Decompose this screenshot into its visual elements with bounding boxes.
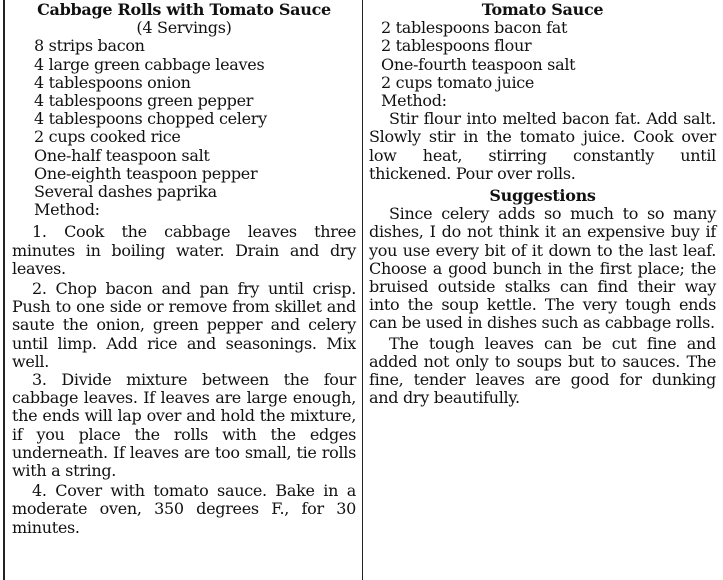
ingredient-item: One-eighth teaspoon pepper: [34, 163, 258, 183]
method-step: 4. Cover with tomato sauce. Bake in a moderate oven, 350 degrees F., for 30 minutes.: [12, 481, 356, 537]
suggestion-paragraph: The tough leaves can be cut fine and added not only to soups but to sauces. The fine, tender leaves are good for dunking and dry beautifully.: [369, 333, 716, 408]
column-divider-rule: [362, 0, 363, 580]
ingredient-item: 2 tablespoons flour: [381, 36, 532, 56]
ingredient-item: 2 cups cooked rice: [34, 127, 181, 147]
sauce-method-label: Method:: [381, 91, 447, 111]
ingredient-item: 2 cups tomato juice: [381, 72, 535, 92]
method-label: Method:: [34, 200, 100, 220]
suggestions-title: Suggestions: [489, 186, 596, 206]
sauce-method-text: Stir flour into melted bacon fat. Add salt. Slowly stir in the tomato juice. Cook over low heat, stirring constantly until thickened. Pour over rolls.: [369, 109, 716, 183]
ingredient-item: 4 large green cabbage leaves: [34, 54, 265, 74]
left-border-rule: [3, 0, 5, 580]
sauce-title: Tomato Sauce: [481, 0, 604, 19]
ingredient-item: 4 tablespoons green pepper: [34, 91, 254, 111]
ingredient-item: 2 tablespoons bacon fat: [381, 18, 568, 38]
sauce-ingredient-list: [369, 19, 716, 92]
ingredient-list: [12, 37, 356, 201]
ingredient-item: 8 strips bacon: [34, 36, 145, 56]
servings-label: (4 Servings): [136, 18, 232, 38]
suggestion-paragraph: Since celery adds so much to so many dishes, I do not think it an expensive buy if you use every bit of it down to the last leaf. Choose a good bunch in the first place; the bruised outside stalks can find their way into the soup kettle. The very tough ends can be used in dishes such as cabbage rolls.: [369, 204, 716, 333]
ingredient-item: 4 tablespoons onion: [34, 72, 191, 92]
ingredient-item: One-half teaspoon salt: [34, 145, 210, 165]
method-step: 1. Cook the cabbage leaves three minutes in boiling water. Drain and dry leaves.: [12, 222, 356, 278]
ingredient-item: Several dashes paprika: [34, 182, 217, 202]
recipe-column: [12, 0, 356, 537]
method-step: 2. Chop bacon and pan fry until crisp. Push to one side or remove from skillet and saute the onion, green pepper and celery until limp. Add rice and seasonings. Mix well.: [12, 279, 356, 371]
method-step: 3. Divide mixture between the four cabbage leaves. If leaves are large enough, the ends will lap over and hold the mixture, if you place the rolls with the edges underneath. If leaves are too small, tie rolls with a string.: [12, 370, 356, 481]
recipe-title: Cabbage Rolls with Tomato Sauce: [37, 0, 331, 19]
ingredient-item: One-fourth teaspoon salt: [381, 54, 576, 74]
sauce-column: [369, 0, 716, 407]
ingredient-item: 4 tablespoons chopped celery: [34, 109, 267, 129]
